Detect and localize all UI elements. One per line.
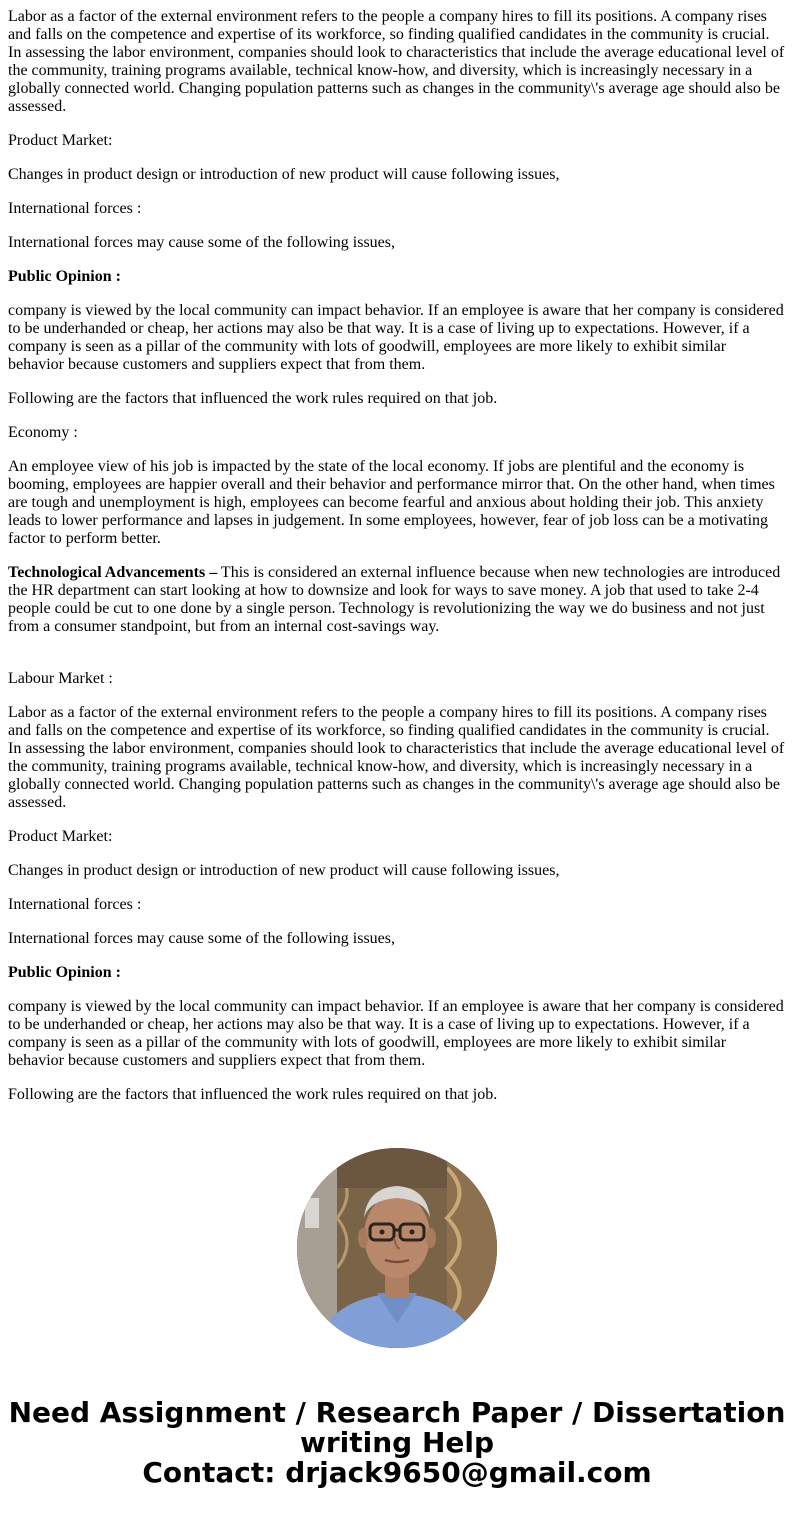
promo-line-2: writing Help: [299, 1426, 495, 1459]
public-opinion-heading-paragraph: [8, 268, 786, 286]
promo-contact: Contact: drjack9650@gmail.com: [142, 1456, 652, 1489]
product-market-text: Changes in product design or introduction of new product will cause following issues,: [8, 166, 560, 183]
international-forces-heading-repeat: International forces :: [8, 896, 142, 913]
tech-paragraph: [8, 564, 786, 636]
public-opinion-heading: Public Opinion :: [8, 268, 121, 285]
international-forces-text: International forces may cause some of the following issues,: [8, 234, 395, 251]
author-portrait-illustration: [297, 1148, 497, 1348]
product-market-text-repeat: Changes in product design or introduction of new product will cause following issues,: [8, 862, 560, 879]
labor-paragraph: Labor as a factor of the external environment refers to the people a company hires to fill its positions. A company rises and falls on the competence and expertise of its workforce, so finding qualified candidates in the community is crucial. In assessing the labor environment, companies should look to characteristics that include the average educational level of the community, training programs available, technical know-how, and diversity, which is increasingly necessary in a globally connected world. Changing population patterns such as changes in the community\'s average age should also be assessed.: [8, 8, 785, 115]
promo-banner: [0, 1398, 794, 1488]
section-spacer: [8, 652, 786, 670]
labour-market-heading: Labour Market :: [8, 670, 113, 687]
promo-line-1: Need Assignment / Research Paper / Dissertation: [8, 1396, 786, 1429]
economy-text: An employee view of his job is impacted by the state of the local economy. If jobs are plentiful and the economy is booming, employees are happier overall and their behavior and performance mirror that. On the other hand, when times are tough and unemployment is high, employees can become fearful and anxious about holding their job. This anxiety leads to lower performance and lapses in judgement. In some employees, however, fear of job loss can be a motivating factor to perform better.: [8, 458, 775, 547]
author-photo-container: [0, 1148, 794, 1348]
public-opinion-text: company is viewed by the local community can impact behavior. If an employee is aware that her company is considered to be underhanded or cheap, her actions may also be that way. It is a case of living up to expectations. However, if a company is seen as a pillar of the community with lots of goodwill, employees are more likely to exhibit similar behavior because customers and suppliers expect that from them.: [8, 302, 784, 373]
labor-paragraph-repeat: Labor as a factor of the external environment refers to the people a company hires to fill its positions. A company rises and falls on the competence and expertise of its workforce, so finding qualified candidates in the community is crucial. In assessing the labor environment, companies should look to characteristics that include the average educational level of the community, training programs available, technical know-how, and diversity, which is increasingly necessary in a globally connected world. Changing population patterns such as changes in the community\'s average age should also be assessed.: [8, 704, 785, 811]
product-market-heading-repeat: Product Market:: [8, 828, 113, 845]
public-opinion-text-repeat: company is viewed by the local community can impact behavior. If an employee is aware that her company is considered to be underhanded or cheap, her actions may also be that way. It is a case of living up to expectations. However, if a company is seen as a pillar of the community with lots of goodwill, employees are more likely to exhibit similar behavior because customers and suppliers expect that from them.: [8, 998, 784, 1069]
work-rules-text-repeat: Following are the factors that influenced the work rules required on that job.: [8, 1086, 498, 1103]
international-forces-heading: International forces :: [8, 200, 142, 217]
tech-heading: Technological Advancements –: [8, 564, 218, 581]
economy-heading: Economy :: [8, 424, 78, 441]
work-rules-text: Following are the factors that influenced the work rules required on that job.: [8, 390, 498, 407]
public-opinion-heading-paragraph-repeat: [8, 964, 786, 982]
author-avatar: [297, 1148, 497, 1348]
tech-text: This is considered an external influence because when new technologies are introduced the HR department can start looking at how to downsize and look for ways to save money. A job that used to take 2-4 people could be cut to one done by a single person. Technology is revolutionizing the way we do business and not just from a consumer standpoint, but from an internal cost-savings way.: [8, 564, 781, 635]
product-market-heading: Product Market:: [8, 132, 113, 149]
international-forces-text-repeat: International forces may cause some of the following issues,: [8, 930, 395, 947]
public-opinion-heading-repeat: Public Opinion :: [8, 964, 121, 981]
